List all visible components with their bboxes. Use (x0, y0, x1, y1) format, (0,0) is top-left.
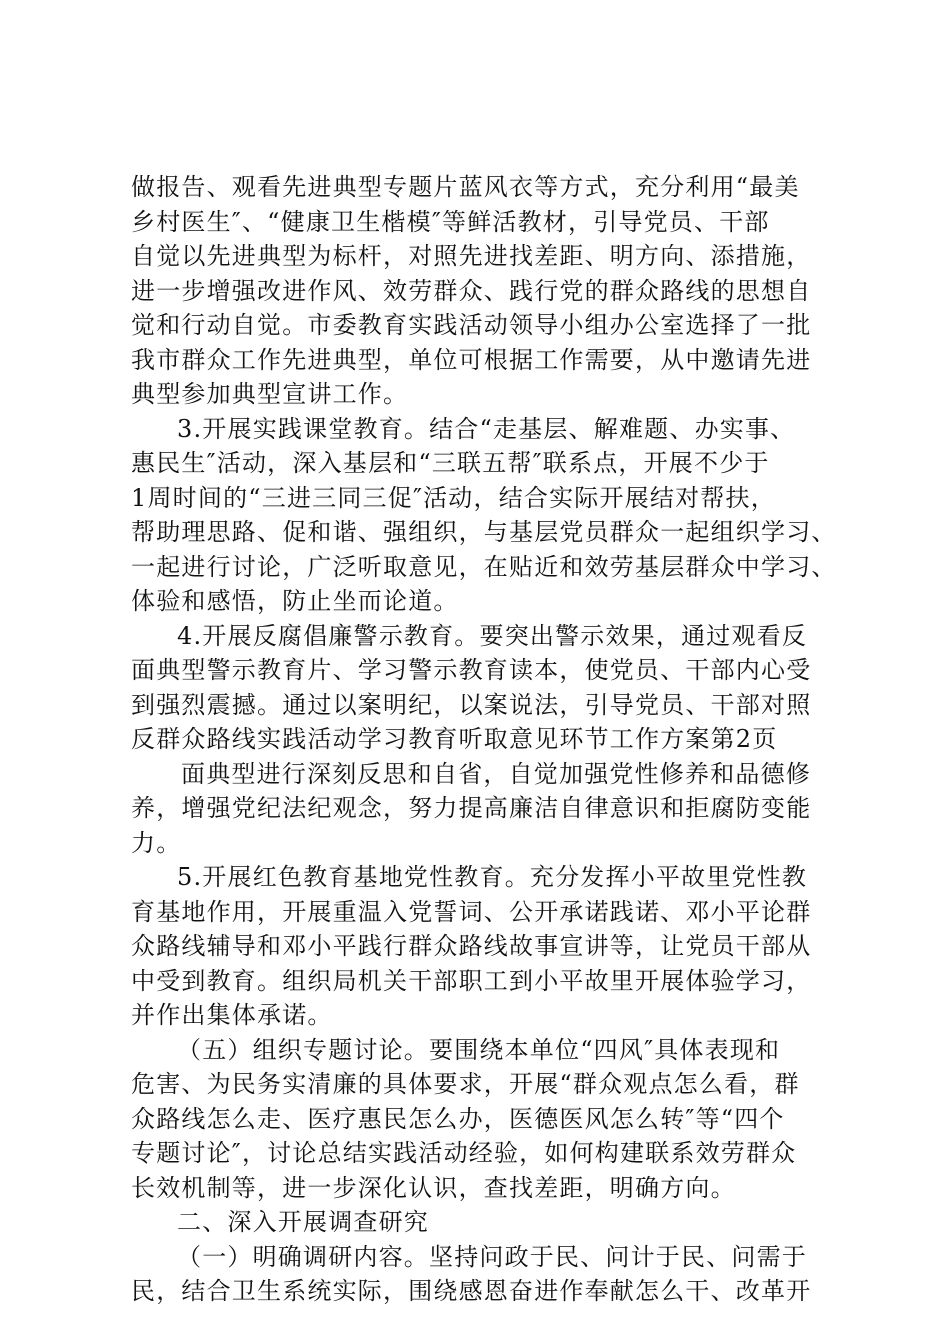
text-line: 民，结合卫生系统实际，围绕感恩奋进作奉献怎么干、改革开 (131, 1277, 812, 1305)
text-line: 长效机制等，进一步深化认识，查找差距，明确方向。 (131, 1173, 736, 1202)
text-line: 体验和感悟，防止坐而论道。 (131, 587, 459, 615)
text-line: 1周时间的“三进三同三促″活动，结合实际开展结对帮扶， (131, 483, 776, 512)
text-line: 进一步增强改进作风、效劳群众、践行党的群众路线的思想自 (131, 276, 812, 305)
text-line: 育基地作用，开展重温入党誓词、公开承诺践诺、邓小平论群 (131, 897, 812, 926)
text-line: 中受到教育。组织局机关干部职工到小平故里开展体验学习， (131, 966, 812, 995)
paragraph-start-line: （五）组织专题讨论。要围绕本单位“四风″具体表现和 (177, 1035, 781, 1064)
paragraph-start-line: 3.开展实践课堂教育。结合“走基层、解难题、办实事、 (177, 414, 796, 443)
text-line: 觉和行动自觉。市委教育实践活动领导小组办公室选择了一批 (131, 311, 812, 339)
text-line: 典型参加典型宣讲工作。 (131, 380, 409, 408)
text-line: 专题讨论″，讨论总结实践活动经验，如何构建联系效劳群众 (131, 1139, 797, 1167)
text-line: 惠民生″活动，深入基层和“三联五帮″联系点，开展不少于 (131, 449, 770, 477)
text-line: 危害、为民务实清廉的具体要求，开展“群众观点怎么看，群 (131, 1070, 800, 1098)
text-line: 养，增强党纪法纪观念，努力提高廉洁自律意识和拒腐防变能 (131, 794, 812, 822)
page-footer-line: 反群众路线实践活动学习教育听取意见环节工作方案第2页 (131, 725, 778, 753)
text-line: 乡村医生″、“健康卫生楷模″等鲜活教材，引导党员、干部 (131, 207, 770, 236)
section-heading: 二、深入开展调查研究 (177, 1208, 429, 1236)
document-body (131, 170, 837, 1309)
text-line: 到强烈震撼。通过以案明纪，以案说法，引导党员、干部对照 (131, 690, 812, 719)
text-line: 做报告、观看先进典型专题片蓝风衣等方式，充分利用“最美 (131, 173, 800, 201)
text-line: 自觉以先进典型为标杆，对照先进找差距、明方向、添措施， (131, 242, 812, 270)
text-line: 力。 (131, 828, 182, 857)
text-line: 众路线怎么走、医疗惠民怎么办，医德医风怎么转″等“四个 (131, 1104, 785, 1133)
paragraph-start-line: 5.开展红色教育基地党性教育。充分发挥小平故里党性教 (177, 863, 808, 891)
paragraph-start-line: 面典型进行深刻反思和自省，自觉加强党性修养和品德修 (181, 759, 811, 788)
paragraph-start-line: （一）明确调研内容。坚持问政于民、问计于民、问需于 (177, 1242, 807, 1271)
text-line: 一起进行讨论，广泛听取意见，在贴近和效劳基层群众中学习、 (131, 552, 837, 581)
text-line: 帮助理思路、促和谐、强组织，与基层党员群众一起组织学习、 (131, 518, 837, 546)
text-line: 我市群众工作先进典型，单位可根据工作需要，从中邀请先进 (131, 345, 812, 374)
paragraph-start-line: 4.开展反腐倡廉警示教育。要突出警示效果，通过观看反 (177, 621, 808, 650)
text-line: 面典型警示教育片、学习警示教育读本，使党员、干部内心受 (131, 656, 812, 684)
text-line: 并作出集体承诺。 (131, 1001, 333, 1029)
text-line: 众路线辅导和邓小平践行群众路线故事宣讲等，让党员干部从 (131, 932, 812, 960)
